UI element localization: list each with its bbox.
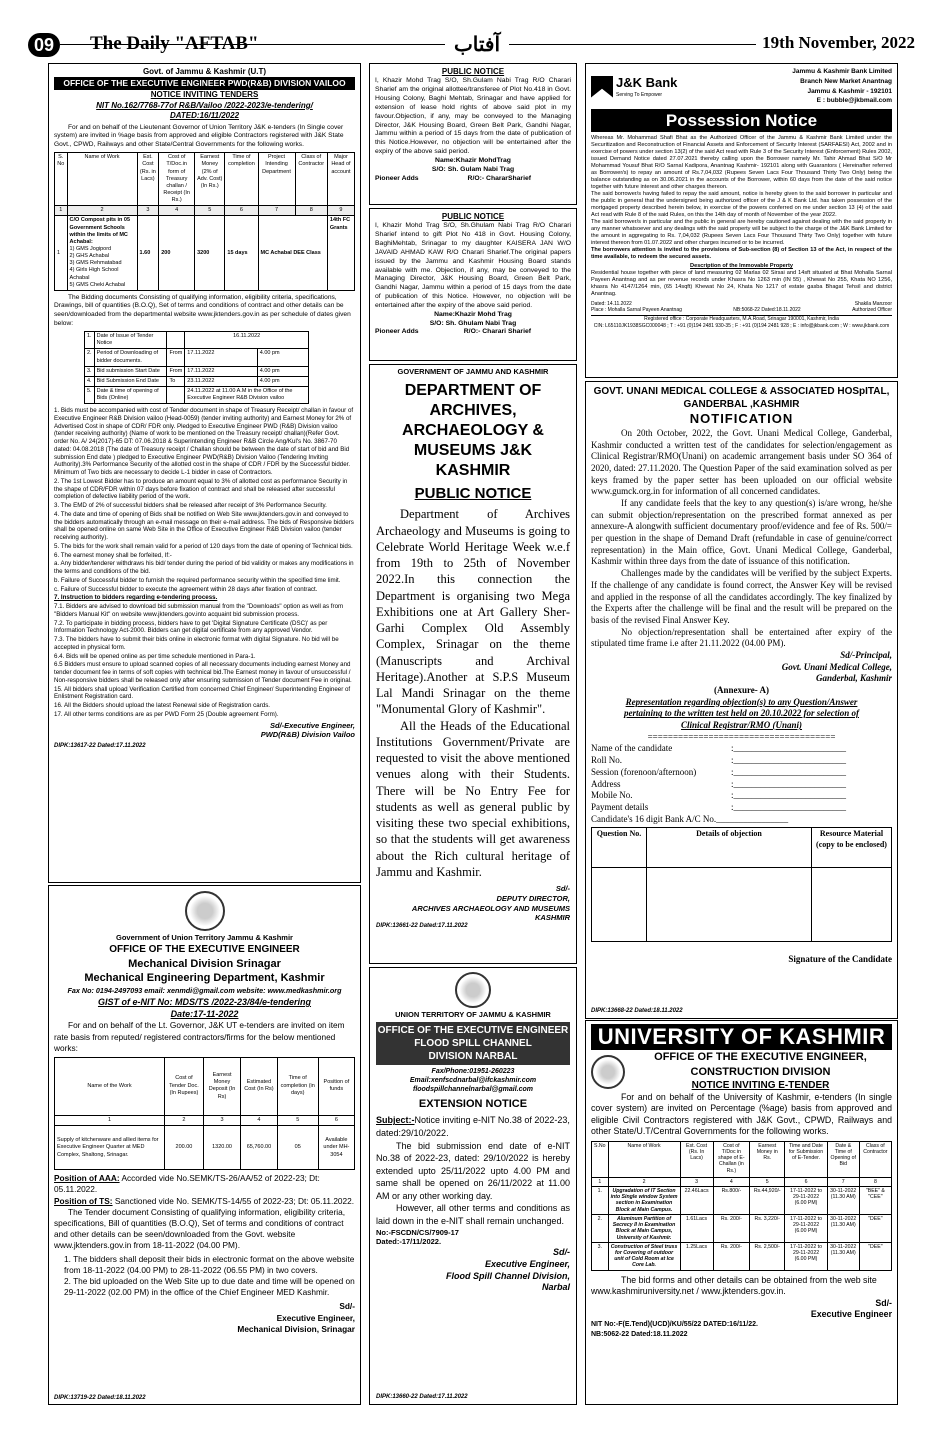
college-place: GANDERBAL ,KASHMIR bbox=[683, 399, 800, 410]
university-emblem-icon bbox=[591, 1055, 625, 1089]
col-number: 3 bbox=[203, 1115, 240, 1125]
footer-text: The bid forms and other details can be obtained from the web site www.kashmiruniversity.net / www.jktenders.gov.in. bbox=[591, 1274, 877, 1297]
notice-title: PUBLIC NOTICE bbox=[441, 67, 505, 76]
pwd-vailoo-tender bbox=[48, 63, 361, 883]
dipk-number: DIPK:13661-22 Dated:17.11.2022 bbox=[376, 923, 468, 929]
form-label: Session (forenoon/afternoon) bbox=[591, 766, 697, 777]
notice-title: NOTICE INVITING E-TENDER bbox=[691, 1079, 830, 1091]
notice-title: PUBLIC NOTICE bbox=[414, 484, 532, 502]
table-row: 3. Bid submission Start Date From 17.11.2022 4.00 pm bbox=[85, 366, 309, 376]
govt-line: Government of Union Territory Jammu & Kashmir bbox=[116, 933, 293, 942]
table-row: 4. Bid Submission End Date To 23.11.2022 4.00 pm bbox=[85, 376, 309, 386]
govt-line: Govt. of Jammu & Kashmir (U.T) bbox=[142, 67, 267, 76]
list-item: 4. The date and time of opening of Bids shall be notified on Web Site www.jktenders.gov.in and conveyed to the bidders automatically through an e-mail message on their e-mail address. The bids of Responsive bidders shall be opened online on same Web Site in the Office of Executive Engineer R&B Division vailoo (tender receiving authority). bbox=[54, 510, 354, 542]
form-fields: Name of the candidate :_________________________ Roll No. :_________________________ Session (forenoon/afternoon) :_________________________ Address :_________________________ Mobile No. :_________________________ Payment details :_________________________ Candidate's 16 digit Bank A/C No. ________________ bbox=[591, 743, 847, 824]
table-header: Class of Contractor bbox=[859, 1141, 891, 1177]
objection-table bbox=[591, 827, 892, 942]
govt-line: UNION TERRITORY OF JAMMU & KASHMIR bbox=[395, 1010, 551, 1019]
department-name: Mechanical Engineering Department, Kashmir bbox=[84, 972, 325, 985]
signature-sd: Sd/- bbox=[875, 1297, 892, 1308]
list-item: 6. The earnest money shall be forfeited, If:- bbox=[54, 551, 172, 559]
table-row: 1 C/O Compost pits in 05 Government Schools within the limits of MC Achabal: 1) GMS Jogipord 2) GHS Achabal 3) GMS Rehmatabad 4) Girls High School Achabal 5) GMS Cheki Achabal 1.60 200 3200 15 days MC Achabal DEE Class 14th FC Grants bbox=[55, 216, 355, 290]
col-number: 5 bbox=[195, 206, 225, 216]
notice-body: The bid submission end date of e-NIT No.38 of 2022-23, dated: 29/10/2022 is hereby extended upto 25/11/2022 upto 4.00 PM and same shall be opened on 26/11/2022 at 11.00 AM or any other working day. bbox=[376, 1140, 570, 1201]
table-header: Earnest Money (2% of Adv. Cost) (In Rs.) bbox=[195, 153, 225, 206]
col-number: 5 bbox=[277, 1115, 318, 1125]
nit-date: DATED:16/11/2022 bbox=[169, 111, 240, 121]
bank-logo-text: J&K Bank bbox=[616, 75, 678, 91]
list-item: 6.5 Bidders must ensure to upload scanned copies of all necessary documents including earnest Money and tender document fee in terms of soft copies with technical bid.The Earnest money in favour of unsuccessful / Non-responsive bidders shall be released only after ensuring submission of Tender document Fee in original. bbox=[54, 661, 352, 684]
col-number: 7 bbox=[258, 206, 295, 216]
table-header: Cost of T/Doc in shape of E-Challan (in Rs.) bbox=[713, 1141, 750, 1177]
table-row: 1. Date of Issue of Tender Notice 16.11.2022 bbox=[85, 332, 309, 349]
representation-line: pertaining to the written test held on 20.10.2022 for selection of bbox=[623, 708, 859, 719]
notice-body: All the Heads of the Educational Institutions Government/Private are requested to visit the above mentioned venues along with their Students. There will be No Entry Fee for students as well as general public by visiting these two special exhibitions, so that the students will get awareness about the Rich cultural heritage of Jammu and Kashmir. bbox=[376, 718, 570, 879]
notice-title: NOTIFICATION bbox=[689, 411, 794, 426]
col-number: 9 bbox=[327, 206, 354, 216]
form-label: Mobile No. bbox=[591, 790, 633, 801]
college-name: GOVT. UNANI MEDICAL COLLEGE & ASSOCIATED HOSpITAL, bbox=[593, 386, 890, 397]
dipk-number: DIPK:13660-22 Dated:17.11.2022 bbox=[376, 1394, 468, 1401]
flood-spill-extension-notice bbox=[369, 967, 577, 1405]
body-text: The Bidding documents Consisting of qualifying information, eligibility criteria, specifications, Drawings, bill of quantities (B.O.Q), Set of terms and conditions of contract and other details can be seen/downloaded from the departmental website www.jktenders.gov.in as per schedule of dates given below: bbox=[54, 293, 351, 327]
public-notice-1 bbox=[369, 63, 577, 205]
office-title: OFFICE OF THE EXECUTIVE ENGINEER PWD(R&B) DIVISION VAILOO bbox=[54, 77, 355, 90]
signature: Sd/-Principal, bbox=[840, 649, 892, 660]
form-label: Name of the candidate bbox=[591, 743, 673, 754]
reference-date: Dated:-17/11/2022. bbox=[376, 1237, 442, 1247]
signature-place: Ganderbal, Kashmir bbox=[815, 673, 892, 684]
reference-number: No:-FSCDN/CS/7909-17 bbox=[376, 1227, 459, 1237]
page-number: 09 bbox=[28, 33, 60, 57]
bank-name: Jammu & Kashmir Bank Limited bbox=[792, 68, 892, 75]
signature: Executive Engineer bbox=[810, 1308, 892, 1319]
notice-title: Possession Notice bbox=[591, 109, 892, 132]
division-name: CONSTRUCTION DIVISION bbox=[690, 1065, 831, 1078]
subject-line: Subject:-Notice inviting e-NIT No.38 of 2022-23, dated:29/10/2022. bbox=[376, 1115, 570, 1138]
col-number: 2 bbox=[67, 206, 137, 216]
table-header: Question No. bbox=[592, 828, 647, 868]
col-number: 1 bbox=[592, 1177, 609, 1186]
col-number: 6 bbox=[785, 1177, 827, 1186]
email-line: Email:xenfscdnarbal@ifckashmir.com bbox=[409, 1076, 537, 1084]
table-header: Earnest Money in Rs. bbox=[750, 1141, 785, 1177]
table-row: 1. Upgradation of IT Section into Single window System section in Examination Block at Main Campus. 22.46Lacs Rs.800/- Rs.44,920/- 17-11-2022 to 29-11-2022 (6.00 PM) 30-11-2022 (11.30 AM) "BEE" & "CEE" bbox=[592, 1186, 892, 1214]
mechanical-division-tender bbox=[48, 885, 361, 1405]
notice-title: EXTENSION NOTICE bbox=[418, 1098, 528, 1111]
ad-agency: Pioneer Adds bbox=[375, 328, 419, 336]
govt-line: GOVERNMENT OF JAMMU AND KASHMIR bbox=[397, 367, 549, 376]
table-header: Major Head of account bbox=[327, 153, 354, 206]
col-number: 2 bbox=[608, 1177, 680, 1186]
signature-place: KASHMIR bbox=[535, 913, 570, 923]
notice-body: If any candidate feels that the key to any question(s) is/are wrong, he/she can submit objection/representation on the prescribed format annexed as per annexure-A alongwith sufficient documentary proof/evidence and fee of Rs. 500/= per question in the shape of Demand Draft (refundable in case of genuine/correct representation) in the Main office, Govt. Unani Medical College, Ganderbal, Kashmir within three days from the date of issuance of this notification. bbox=[591, 498, 892, 567]
col-number: 1 bbox=[55, 1115, 165, 1125]
signature: Executive Engineer, bbox=[276, 1312, 355, 1323]
public-notice-2 bbox=[369, 208, 577, 361]
dates-table bbox=[84, 331, 309, 404]
property-description: Residential house together with piece of land measuring 02 Marlas 02 Sirsai and 14sft situated at Bhat Mohalla Sarnal Payeen Anantnag and as per revenue records under Khasra No 1263 min (IN 55) , Khewat No 255, Khata NO 1256, khasra No 4147/1264 min, (65 14sqft) Khewat No 24, Khata No 1217 of estate gasba Bhagat Tehsil and district Anantnag. bbox=[591, 269, 892, 297]
officer-title: Authorized Officer bbox=[852, 307, 892, 314]
divider: ===================================== bbox=[647, 731, 836, 742]
table-header: S.No bbox=[592, 1141, 609, 1177]
list-item: 5. The bids for the work shall remain valid for a period of 120 days from the date of opening of Technical bids. bbox=[54, 542, 353, 550]
col-number: 3 bbox=[137, 206, 159, 216]
division-place: DIVISION NARBAL bbox=[428, 1050, 518, 1062]
newspaper-header bbox=[0, 0, 945, 60]
list-item: c. Failure of Successful bidder to execute the agreement within 28 days after fixation of contract. bbox=[54, 585, 318, 593]
col-number: 7 bbox=[827, 1177, 859, 1186]
list-item: 7.1. Bidders are advised to download bid submission manual from the "Downloads" option as well as from "Bidders Manual Kit" on website www.jktenders.gov.into acquaint bid submission process. bbox=[54, 603, 344, 618]
newspaper-logo: آفتاب bbox=[445, 32, 509, 58]
jk-bank-possession-notice bbox=[585, 63, 898, 378]
notice-body: The said borrower/s having failed to repay the said amount, notice is hereby given to the said borrower in particular and the public in general that the undersigned being authorized officer of the J & K Bank Ltd. has taken possession of the mortgaged property described herein below, in exercise of the powers conferred on me under section 13 (4) of the said Act read with Rule 8 of the said Rules, on this the 14th day of month of November of the year 2022. bbox=[591, 191, 892, 219]
notice-body: Department of Archives Archaeology and Museums is going to Celebrate World Heritage Week w.e.f from 19th to 25th of November 2022.In this connection the Department is organising two Mega Exhibitions one at Art Gallery Sher-Garhi Complex Old Assembly Complex, Srinagar on the theme (Manuscripts and Archival Heritage).Another at S.P.S Museum Lal Mandi Srinagar on the theme "Monumental Glory of Kashmir". bbox=[376, 507, 570, 717]
emblem-icon bbox=[185, 891, 225, 931]
registered-office: Registered office : Corporate Headquarters, M.A.Road, Srinagar 190001, Kashmir, India bbox=[591, 315, 892, 322]
table-row: Supply of kitchenware and allied items for Executive Engineer Quarter at MED Complex, Shaltong, Srinagar. 200.00 1320.00 65,760.00 05 Available under MH-3054 bbox=[55, 1126, 355, 1170]
signer-parent: S/O: Sh. Gulam Nabi Trag bbox=[431, 165, 515, 173]
office-banner bbox=[376, 1022, 570, 1065]
col-number: 3 bbox=[680, 1177, 713, 1186]
table-header: Estimated Cost (In Rs) bbox=[241, 1057, 277, 1115]
list-item: 2. The bid uploaded on the Web Site up to due date and time will be opened on 29-11-2022 (02.00 PM) in the office of the Chief Engineer MED Kashmir. bbox=[64, 1275, 355, 1298]
division-name: FLOOD SPILL CHANNEL bbox=[414, 1037, 532, 1049]
notice-body: The said borrower/s in particular and the public in general are hereby cautioned against dealing with the said property in any manner whatsoever and any dealings with the said property will be subject to the charge of the J&K Bank Limited for the amount in aggregating to Rs. 7,04,032 (Rupees Seven Lacs Four Thousand Thirty Two Only) together with future interest thereon from 01.07.2022 and other charges incurred or to be incurred. bbox=[591, 219, 892, 247]
notice-place: Place : Mohalla Sarnal Payeen Anantnag bbox=[591, 307, 682, 314]
dept-title-2: ARCHAEOLOGY & bbox=[402, 421, 544, 439]
signature-sd: Sd/- bbox=[553, 1247, 570, 1258]
gist-number: GIST of e-NIT No: MDS/TS /2022-23/84/e-tendering bbox=[97, 997, 312, 1008]
bank-email: E : bubble@jkbmail.com bbox=[816, 97, 892, 105]
table-header: Name of the Work bbox=[55, 1057, 165, 1115]
table-header: Cost of Tender Doc. (In Rupees) bbox=[165, 1057, 204, 1115]
signature: Sd/-Executive Engineer, bbox=[269, 720, 355, 730]
body-text: The Tender document Consisting of qualifying information, eligibility criteria, specifications, Bill of quantities (B.O.Q), Set of terms and conditions of contract and other details can be seen/downloaded from the Govt. website www.jktenders.gov.in from 18-11-2022 (04.00 PM). bbox=[54, 1206, 346, 1251]
conditions-list bbox=[54, 407, 355, 719]
newspaper-name: The Daily "AFTAB" bbox=[90, 33, 259, 54]
dipk-number: DIPK:13668-22 Dated:18.11.2022 bbox=[591, 1008, 683, 1015]
table-header: Name of Work bbox=[608, 1141, 680, 1177]
signer-name: Name:Khazir Mohd Trag bbox=[434, 310, 512, 318]
signer-name: Name:Khazir MohdTrag bbox=[435, 156, 511, 164]
table-header: Details of objection bbox=[647, 828, 812, 868]
table-header: Cost of T/Doc.in form of Treasury challan / Receipt (In Rs.) bbox=[159, 153, 195, 206]
notice-date: Dated: 14.11.2022 bbox=[591, 300, 632, 307]
table-header: Time and Date for Submission of E-Tender. bbox=[785, 1141, 827, 1177]
form-label: Address bbox=[591, 778, 621, 789]
table-row: 5. Date & time of opening of Bids (Online) 24.11.2022 at 11.00 A.M in the Office of the Executive Engineer R&B Division vailoo bbox=[85, 386, 309, 403]
emblem-icon bbox=[455, 972, 491, 1008]
table-header: Est. Cost (Rs. in Lacs) bbox=[137, 153, 159, 206]
col-number: 4 bbox=[159, 206, 195, 216]
bank-city: Jammu & Kashmir - 192101 bbox=[807, 87, 892, 95]
cin-line: CIN: L65110JK1938SGC000048 ; T : +91 (0)194 2481 930-35 ; F : +91 (0)194 2481 928 ; E : info@jkbank.com ; W : www.jkbank.com bbox=[593, 322, 890, 329]
list-item: 2. The 1st Lowest Bidder has to produce an amount equal to 3% of allotted cost as performance Security in the shape of CDR/FDR within 07 days before fixation of contract and shall be released after successful completion of defective liability period of the work. bbox=[54, 477, 348, 501]
unani-college-notification bbox=[585, 381, 898, 1019]
list-item: a. Any bidder/tenderer withdraws his bid/ tender during the period of bid validity or makes any modifications in the terms and conditions of the bid. bbox=[54, 560, 354, 576]
intro-text: For and on behalf of the Lieutenant Governor of Union Territory J&K e-tenders (In Single cover system) are invited in %age basis from approved and eligible Contractors registered with J&K State Govt., CPWD, Railways and other State/Central Governments for the following works. bbox=[54, 123, 344, 148]
table-header: Date & Time of Opening of Bid bbox=[827, 1141, 859, 1177]
intro-text: For and on behalf of the University of Kashmir, e-tenders (In single cover system) are invited on Percentage (%age) basis from approved and eligible Civil Contractors registered with J&K Govt., CPWD, Railways and other State/U.T/Central Governments for the following works. bbox=[591, 1091, 892, 1137]
list-item: 15. All bidders shall upload Verification Certified from concerned Chief Engineer/ Superintending Engineer of Enlistment Registration card. bbox=[54, 685, 351, 701]
division-name: Mechanical Division Srinagar bbox=[128, 957, 281, 970]
bank-logo-icon bbox=[591, 76, 613, 98]
signature-dept: PWD(R&B) Division Vailoo bbox=[260, 730, 355, 740]
dipk-number: DIPK:13719-22 Dated:18.11.2022 bbox=[54, 1394, 146, 1401]
col-number: 8 bbox=[295, 206, 327, 216]
property-title: Description of the Immovable Property bbox=[690, 262, 793, 269]
signature-dept: Flood Spill Channel Division, bbox=[445, 1270, 570, 1281]
col-number: 6 bbox=[318, 1115, 354, 1125]
dipk-number: DIPK:13617-22 Dated:17.11.2022 bbox=[54, 743, 146, 750]
table-header: Class of Contractor bbox=[295, 153, 327, 206]
university-name: UNIVERSITY OF KASHMIR bbox=[591, 1024, 892, 1050]
col-number: 2 bbox=[165, 1115, 204, 1125]
list-item: 1. Bids must be accompanied with cost of Tender document in shape of Treasury Receipt/ challan in favour of Executive Engineer R&B Division vailoo (Head-0059) (tender inviting authority) and Earnest Money for 2% of Advertised Cost in shape of CDR/ FDR only. Pledged to Executive Engineer PWD (R&B) Division vailoo (tender receiving authority) (Name of work to be mentioned on the Treasury receipt/ challan)(Refer Govt. order No. A/ 24(2017)-65 DT: 07.06.2018 & Superintending Engineer R&B Circle Ang/Kul's No. 3867-70 dated: 04.08.2018 (The date of Treasury receipt / Challan should be between the date of start of bid and Bid submission End date ) pledged to Executive Engineer PWD(R&B) Division Vailoo (Tendering Inviting Authority).3% Performance Security of the allotted cost in the shape of CDR / FDR by the Successful bidder. Minimum of Two bids are necessary to decide L-1 bidder in case of Contractors. bbox=[54, 407, 354, 477]
signature-place: Narbal bbox=[541, 1282, 570, 1293]
form-label: Payment details bbox=[591, 801, 649, 812]
representation-line: Clinical Registrar/RMO (Unani) bbox=[680, 720, 803, 731]
table-header: Name of Work bbox=[67, 153, 137, 206]
table-header: Time of completion bbox=[225, 153, 258, 206]
col-number: 1 bbox=[55, 206, 68, 216]
notice-body: Whereas Mr. Mohammad Shafi Bhat as the Authorized Officer of the Jammu & Kashmir Bank Limited under the Securitization and Reconstruction of Financial Assets and Enforcement of Security Interest (SARFAESI) Act, 2002 and in exercise of powers under section 13(2) of the said Act read with Rule 3 of the Security Interest (Enforcement) Rules 2002, issued Demand Notice dated 27.07.2021 thereby calling upon the Borrower namely Mr. Tahir Ahmad Bhat S/O Mr Mohammad Yousuf Bhat R/O Sarnal Kadipora, Anantnag Kashmir- 192101 along with Guarantors ( Hereinafter referred as Borrower/s) to repay an amount of Rs.7,04,032 (Rupees Seven Lacs Four Thousand Thirty Two Only) being the balance outstanding as on 30.06.2021 in the accounts of the Borrower, within 60 days from the date of the said notice together with future interest and other charges thereon. bbox=[591, 135, 892, 191]
office-title: OFFICE OF THE EXECUTIVE ENGINEER bbox=[377, 1024, 569, 1036]
signature: Executive Engineer, bbox=[484, 1258, 570, 1269]
notice-body: The borrowers attention is invited to the provisions of Sub-section (8) of Section 13 of the Act, in respect of the time available, to redeem the secured assets. bbox=[591, 247, 892, 260]
col-number: 6 bbox=[225, 206, 258, 216]
table-header: Est. Cost (Rs. In Lacs) bbox=[680, 1141, 713, 1177]
nb-number: NB:5062-22 Dated:18.11.2022 bbox=[591, 1330, 688, 1338]
office-title: OFFICE OF THE EXECUTIVE ENGINEER bbox=[109, 944, 300, 956]
annexure-title: (Annexure- A) bbox=[713, 685, 770, 696]
bank-branch: Branch New Market Anantnag bbox=[800, 77, 892, 85]
signature-sd: Sd/- bbox=[339, 1301, 355, 1312]
table-header: Time of completion (in days) bbox=[277, 1057, 318, 1115]
officer-name: Shakila Manzoor bbox=[854, 300, 892, 307]
signature: DEPUTY DIRECTOR, bbox=[496, 893, 570, 903]
works-table bbox=[54, 1057, 355, 1170]
email-line-2: floodspillchannelnarbal@gmail.com bbox=[412, 1085, 533, 1093]
signer-parent: S/O: Sh. Ghulam Nabi Trag bbox=[429, 319, 517, 327]
table-header: S. No bbox=[55, 153, 68, 206]
signature-dept: ARCHIVES ARCHAEOLOGY AND MUSEUMS bbox=[411, 903, 570, 913]
list-item: 7.3. The bidders have to submit their bids online in electronic format with digital Signature. No bid will be accepted in physical form. bbox=[54, 636, 339, 651]
nit-number: NIT No:-F(E.Tend)(UCD)/KU/55/22 DATED:16/11/22. bbox=[591, 1321, 758, 1329]
nit-number: NIT No.162/7768-77of R&B/Vailoo /2022-2023/e-tendering/ bbox=[96, 100, 313, 110]
signer-residence: R/O:- Charari Sharief bbox=[463, 328, 531, 336]
gist-date: Date:17-11-2022 bbox=[170, 1009, 239, 1020]
form-label: Candidate's 16 digit Bank A/C No. bbox=[591, 813, 717, 824]
list-item: 1. The bidders shall deposit their bids in electronic format on the above website from 18-11-2022 (04.00 PM) to 28-11-2022 (06.55 PM) in two covers. bbox=[64, 1253, 355, 1275]
table-row: 2. Period of Downloading of bidder documents. From 17.11.2022 4.00 pm bbox=[85, 349, 309, 366]
table-header: Position of funds bbox=[318, 1057, 354, 1115]
archives-public-notice bbox=[369, 364, 577, 964]
office-title: OFFICE OF THE EXECUTIVE ENGINEER, bbox=[654, 1051, 867, 1064]
dept-title-1: DEPARTMENT OF ARCHIVES, bbox=[404, 381, 542, 419]
table-row: 3. Construction of Steel truss for Covering of outdoor unit of Cold Room at Ice Core Lab. 1.25Lacs Rs. 200/- Rs. 2,500/- 17-11-2022 to 29-11-2022 (6.00 PM) 30-11-2022 (11.30 AM) "DEE" bbox=[592, 1242, 892, 1270]
signature-dept: Mechanical Division, Srinagar bbox=[237, 1323, 355, 1334]
list-item: 3. The EMD of 2% of successful bidders shall be released after receipt of 3% Performance Security. bbox=[54, 502, 327, 510]
works-table bbox=[54, 152, 355, 291]
list-item: 7.2. To participate in bidding process, bidders have to get 'Digital Signature Certificate (DSC)' as per Information Technology Act-2000. Bidders can get digital certificate from any approved Vendor. bbox=[54, 619, 328, 635]
notice-body: I, Khazir Mohd Trag S/O, Sh.Gulam Nabi Trag R/O Charari Sharief am the original allottee/transferee of Plot No.418 in Govt. Housing Colony, Baghi Mehtab, Srinagar and have applied for extension of lease hold rights of above said plot in my favour.Objection, if any, may be conveyed to the Managing Director, J&K Housing Board, Green Belt Park, Gandhi Nagar, Jammu within a period of 15 days from the date of publication of this Notice.However, no objection will be entertained after the expiry of the above said period. bbox=[375, 77, 571, 156]
notice-body: I, Khazir Mohd Trag S/O, Sh.Ghulam Nabi Trag R/O Charari Sharief intend to gift Plot No 418 in Govt. Housing Colony, BaghiMehtab, Srinagar to my daughter KAISERA JAN W/O JAVAID AHMAD KAW R/O Charari Sharief.The original papers issued by the Jammu and Kashmir Housing Board stands available with me. Objection, if any, may be conveyed to the Managing Director, J&K Housing Board, Green Belt Park, Gandhi Nagar, Jammu within a period of 15 days from the date of publication of this Notice. However, no objection will be entertained after the expiry of the above said period. bbox=[375, 222, 571, 309]
dept-title-3: MUSEUMS J&K KASHMIR bbox=[413, 441, 533, 479]
candidate-signature: Signature of the Candidate bbox=[788, 954, 892, 965]
list-item: 16. All the Bidders should upload the latest Renewal side of Registration cards. bbox=[54, 702, 271, 710]
works-table bbox=[591, 1141, 892, 1271]
nb-number: NB:5068-22 Dated:18.11.2022 bbox=[733, 307, 801, 314]
table-header: Earnest Money Deposit (In Rs) bbox=[203, 1057, 240, 1115]
notice-body: No objection/representation shall be entertained after expiry of the stipulated time frame i.e after 21.11.2022 (04.00 PM). bbox=[591, 626, 892, 649]
notice-title: PUBLIC NOTICE bbox=[441, 212, 505, 221]
university-kashmir-tender bbox=[585, 1020, 898, 1405]
signer-residence: R/O:- ChararSharief bbox=[467, 174, 531, 182]
col-number: 8 bbox=[859, 1177, 891, 1186]
table-row: 2. Aluminum Partition of Secrecy II in Examination Block at Main Campus, University of Kashmir. 1.61Lacs Rs. 200/- Rs. 3,220/- 17-11-2022 to 29-11-2022 (6.00 PM) 30-11-2022 (11.30 AM) "DEE" bbox=[592, 1214, 892, 1242]
col-number: 4 bbox=[713, 1177, 750, 1186]
issue-date: 19th November, 2022 bbox=[756, 33, 915, 53]
contact-line: Fax No: 0194-2497093 email: xenmdi@gmail.com website: www.medkashmir.org bbox=[67, 986, 342, 996]
ts-position: Position of TS: Sanctioned vide No. SEMK/TS-14/55 of 2022-23; Dt: 05.11.2022. bbox=[54, 1195, 355, 1206]
list-item: 7. Instruction to bidders regarding e-tendering process. bbox=[54, 594, 218, 602]
col-number: 4 bbox=[241, 1115, 277, 1125]
notice-title: NOTICE INVITING TENDERS bbox=[150, 90, 259, 100]
table-header: Resource Material (copy to be enclosed) bbox=[812, 828, 892, 868]
fax-line: Fax/Phone:01951-260223 bbox=[431, 1067, 515, 1075]
notice-body: Challenges made by the candidates will be verified by the subject Experts. If the challenge of any candidate is found correct, the Answer Key will be revised and applied in the response of all the candidates accordingly. The key finalized by the Experts after the challenge will be final and the result will be prepared on the basis of the revised Final Answer Key. bbox=[591, 568, 892, 625]
intro-text: For and on behalf of the Lt. Governor, J&K UT e-tenders are invited on item rate basis from reputed/ registered contractors/firms for the below mentioned works: bbox=[54, 1020, 345, 1053]
list-item: b. Failure of Successful bidder to furnish the required performance security within the specified time limit. bbox=[54, 576, 341, 584]
list-item: 17. All other terms conditions are as per PWD Form 25 (Double agreement Form). bbox=[54, 710, 279, 718]
signature-sd: Sd/- bbox=[555, 884, 570, 893]
form-label: Roll No. bbox=[591, 755, 623, 766]
notice-body: However, all other terms and conditions as laid down in the e-NIT shall remain unchanged. bbox=[376, 1203, 570, 1227]
table-header: Project Intending Department bbox=[258, 153, 295, 206]
ad-agency: Pioneer Adds bbox=[375, 174, 419, 182]
signature-dept: Govt. Unani Medical College, bbox=[781, 661, 892, 672]
bank-tagline: Serving To Empower bbox=[616, 91, 663, 98]
representation-line: Representation regarding objection(s) to any Question/Answer bbox=[625, 696, 858, 707]
col-number: 5 bbox=[750, 1177, 785, 1186]
list-item: 6.4. Bids will be opened online as per time schedule mentioned in Para-1. bbox=[54, 652, 256, 660]
aaa-position: Position of AAA: Accorded vide No.SEMK/TS-26/AA/52 of 2022-23; Dt: 05.11.2022. bbox=[54, 1173, 320, 1195]
notice-body: On 20th October, 2022, the Govt. Unani Medical College, Ganderbal, Kashmir conducted a written test of the candidates for selection/engagement as Clinical Registrar/RMO(Unani) on academic arrangement basis under SO 364 of 2020, dated: 27.11.2020. The Question Paper of the said examination solved as per keys framed by the paper setter has been uploaded on our official website www.gumck.org.in for information of all concerned candidates. bbox=[591, 427, 892, 497]
